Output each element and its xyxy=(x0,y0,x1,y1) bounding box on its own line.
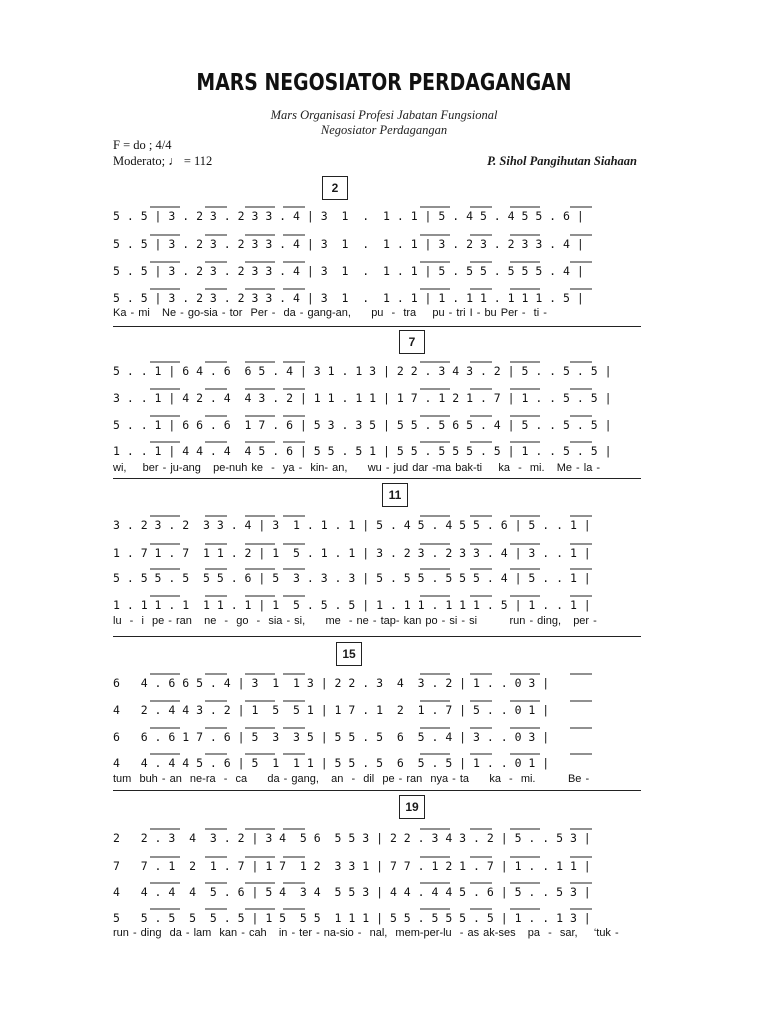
staff-line: 2 2 . 3 4 3 . 2 | 3 4 5 6 5 5 3 | 2 2 . 3 4 3 . 2 | 5 . . 5 3 | xyxy=(113,831,591,845)
subtitle-line-2: Negosiator Perdagangan xyxy=(320,123,448,137)
system-divider xyxy=(113,636,641,637)
staff-line: 4 2 . 4 4 3 . 2 | 1 5 5 1 | 1 7 . 1 2 1 . 7 | 5 . . 0 1 | xyxy=(113,703,550,717)
bar-number-box: 7 xyxy=(399,330,425,354)
composer-name: P. Sihol Pangihutan Siahaan xyxy=(487,154,637,168)
system-divider xyxy=(113,478,641,479)
lyrics-line: lu - i pe - ran ne - go - sia - si, me - ne - tap- kan po - si - si run - ding, per - xyxy=(113,615,597,627)
staff-line: 7 7 . 1 2 1 . 7 | 1 7 1 2 3 3 1 | 7 7 . 1 2 1 . 7 | 1 . . 1 1 | xyxy=(113,859,591,873)
staff-line: 5 . 5 | 3 . 2 3 . 2 3 3 . 4 | 3 1 . 1 . 1 | 5 . 4 5 . 4 5 5 . 6 | xyxy=(113,209,584,223)
staff-line: 5 . 5 | 3 . 2 3 . 2 3 3 . 4 | 3 1 . 1 . 1 | 5 . 5 5 . 5 5 5 . 4 | xyxy=(113,264,584,278)
staff-line: 4 4 . 4 4 5 . 6 | 5 4 3 4 5 5 3 | 4 4 . 4 4 5 . 6 | 5 . . 5 3 | xyxy=(113,885,591,899)
lyrics-line: run - ding da - lam kan - cah in - ter - na-sio - nal, mem-per-lu - as ak-ses pa - sar, ‘tuk - xyxy=(113,927,619,939)
lyrics-line: wi, ber - ju-ang pe-nuh ke - ya - kin- an, wu - jud dar -ma bak-ti ka - mi. Me - la - xyxy=(113,462,601,474)
staff-line: 5 . . 1 | 6 4 . 6 6 5 . 4 | 3 1 . 1 3 | 2 2 . 3 4 3 . 2 | 5 . . 5 . 5 | xyxy=(113,364,612,378)
bar-number-box: 2 xyxy=(322,176,348,200)
song-title: MARS NEGOSIATOR PERDAGANGAN xyxy=(196,70,572,96)
staff-line: 5 . . 1 | 6 6 . 6 1 7 . 6 | 5 3 . 3 5 | 5 5 . 5 6 5 . 4 | 5 . . 5 . 5 | xyxy=(113,418,612,432)
staff-line: 5 5 . 5 5 5 . 5 | 1 5 5 5 1 1 1 | 5 5 . 5 5 5 . 5 | 1 . . 1 3 | xyxy=(113,911,591,925)
staff-line: 1 . 1 1 . 1 1 1 . 1 | 1 5 . 5 . 5 | 1 . 1 1 . 1 1 1 . 5 | 1 . . 1 | xyxy=(113,598,591,612)
system-divider xyxy=(113,326,641,327)
system-divider xyxy=(113,790,641,791)
bar-number-box: 19 xyxy=(399,795,425,819)
staff-line: 1 . . 1 | 4 4 . 4 4 5 . 6 | 5 5 . 5 1 | 5 5 . 5 5 5 . 5 | 1 . . 5 . 5 | xyxy=(113,444,612,458)
staff-line: 5 . 5 | 3 . 2 3 . 2 3 3 . 4 | 3 1 . 1 . 1 | 3 . 2 3 . 2 3 3 . 4 | xyxy=(113,237,584,251)
staff-line: 6 6 . 6 1 7 . 6 | 5 3 3 5 | 5 5 . 5 6 5 . 4 | 3 . . 0 3 | xyxy=(113,730,550,744)
bar-number-box: 11 xyxy=(382,483,408,507)
staff-line: 1 . 7 1 . 7 1 1 . 2 | 1 5 . 1 . 1 | 3 . 2 3 . 2 3 3 . 4 | 3 . . 1 | xyxy=(113,546,591,560)
staff-line: 5 . 5 | 3 . 2 3 . 2 3 3 . 4 | 3 1 . 1 . 1 | 1 . 1 1 . 1 1 1 . 5 | xyxy=(113,291,584,305)
staff-line: 6 4 . 6 6 5 . 4 | 3 1 1 3 | 2 2 . 3 4 3 . 2 | 1 . . 0 3 | xyxy=(113,676,550,690)
tempo-marking: Moderato; ♩ = 112 xyxy=(113,154,213,168)
lyrics-line: tum buh - an ne-ra - ca da - gang, an - dil pe - ran nya - ta ka - mi. Be - xyxy=(113,773,590,785)
staff-line: 4 4 . 4 4 5 . 6 | 5 1 1 1 | 5 5 . 5 6 5 . 5 | 1 . . 0 1 | xyxy=(113,756,550,770)
lyrics-line: Ka - mi Ne - go-sia - tor Per - da - gang-an, pu - tra pu - tri I - bu Per - ti - xyxy=(113,307,547,319)
staff-line: 5 . 5 5 . 5 5 5 . 6 | 5 3 . 3 . 3 | 5 . 5 5 . 5 5 5 . 4 | 5 . . 1 | xyxy=(113,571,591,585)
staff-line: 3 . 2 3 . 2 3 3 . 4 | 3 1 . 1 . 1 | 5 . 4 5 . 4 5 5 . 6 | 5 . . 1 | xyxy=(113,518,591,532)
bar-number-box: 15 xyxy=(336,642,362,666)
staff-line: 3 . . 1 | 4 2 . 4 4 3 . 2 | 1 1 . 1 1 | 1 7 . 1 2 1 . 7 | 1 . . 5 . 5 | xyxy=(113,391,612,405)
subtitle-line-1: Mars Organisasi Profesi Jabatan Fungsional xyxy=(270,108,498,122)
key-meter: F = do ; 4/4 xyxy=(113,138,172,152)
